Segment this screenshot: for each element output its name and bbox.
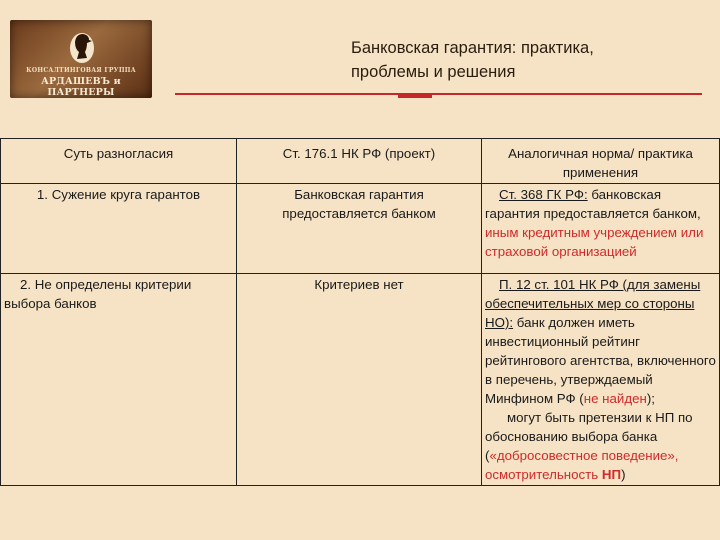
row2-issue-text: 2. Не определены критерии выбора банков	[4, 277, 192, 311]
row2-norm-text-1: банк должен иметь инвестиционный рейтинг рейтингового агентства, включенного в перечень, утверждаемый Минфином РФ (	[485, 315, 716, 406]
row2-norm-red-2: «добросовестное поведение», осмотрительность	[485, 448, 679, 482]
detective-silhouette-icon	[65, 28, 99, 66]
title-underline-accent	[398, 95, 432, 98]
row2-issue	[1, 274, 237, 486]
row1-norm	[482, 184, 720, 274]
comparison-table	[0, 138, 720, 486]
table-row	[1, 274, 720, 486]
row1-project: Банковская гарантия предоставляется банком	[237, 184, 482, 274]
row1-issue: 1. Сужение круга гарантов	[1, 184, 237, 274]
row2-norm-ref: П. 12 ст. 101 НК РФ (для замены обеспечительных мер со стороны НО):	[485, 277, 701, 330]
row2-norm-text-2: );	[646, 391, 655, 406]
header-issue: Суть разногласия	[1, 139, 237, 184]
row2-norm	[482, 274, 720, 486]
company-logo	[10, 20, 152, 98]
row1-norm-red: иным кредитным учреждением или страховой организацией	[485, 225, 704, 259]
page-title-line-1: Банковская гарантия: практика,	[351, 39, 594, 57]
row2-norm-red-1: не найден	[583, 391, 647, 406]
table-header-row	[1, 139, 720, 184]
row2-norm-text-3: могут быть претензии к НП по обоснованию выбора банка (	[485, 410, 693, 463]
page-title-line-2: проблемы и решения	[351, 63, 516, 81]
row1-norm-ref: Ст. 368 ГК РФ:	[499, 187, 588, 202]
title-underline	[175, 93, 702, 95]
row1-norm-text: банковская гарантия предоставляется банком,	[485, 187, 701, 221]
page-title	[351, 36, 711, 84]
logo-top-text: КОНСАЛТИНГОВАЯ ГРУППА	[26, 67, 136, 74]
logo-bottom-text: АРДАШЕВЪ и ПАРТНЕРЫ	[41, 76, 121, 98]
header-norm: Аналогичная норма/ практика применения	[482, 139, 720, 184]
row2-norm-text-4: )	[621, 467, 626, 482]
table-row	[1, 184, 720, 274]
header-project: Ст. 176.1 НК РФ (проект)	[237, 139, 482, 184]
row2-project: Критериев нет	[237, 274, 482, 486]
row2-norm-red-bold: НП	[601, 467, 622, 482]
